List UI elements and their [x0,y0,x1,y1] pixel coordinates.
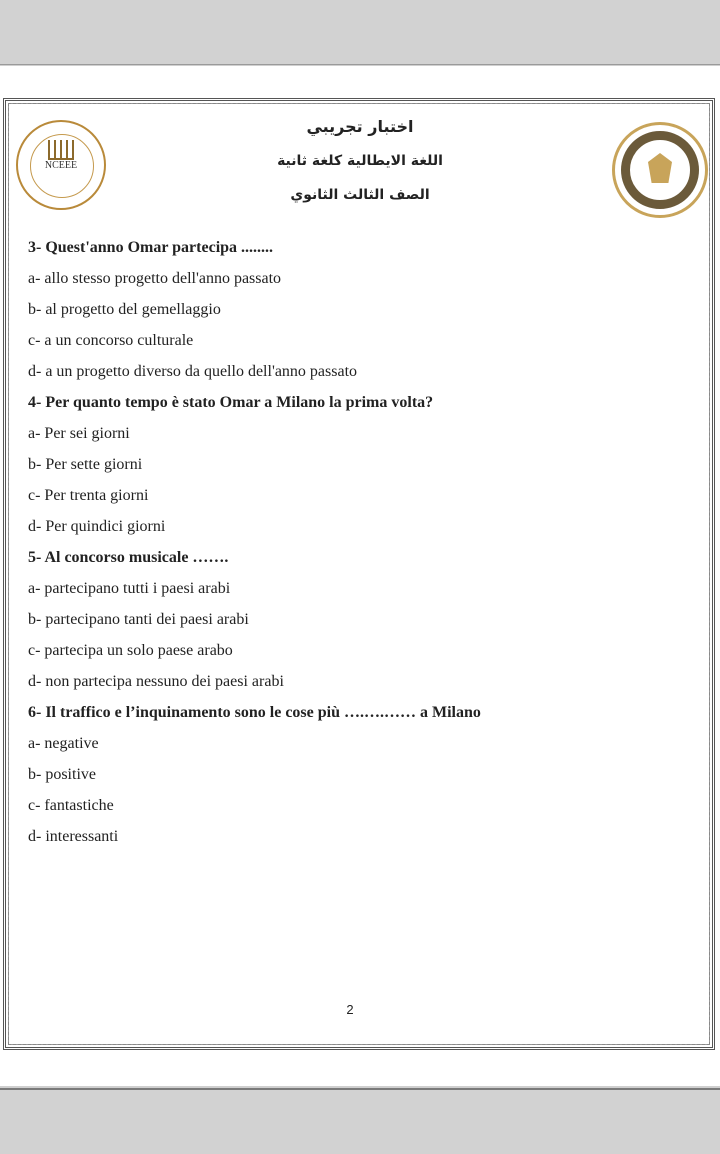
bottom-toolbar [0,1088,720,1154]
answer-option: c- fantastiche [28,797,114,814]
answer-option: b- al progetto del gemellaggio [28,301,221,318]
nceee-logo-icon [16,120,106,210]
answer-option: d- non partecipa nessuno dei paesi arabi [28,673,284,690]
answer-option: d- interessanti [28,828,119,845]
ministry-seal-icon [612,122,708,218]
answer-option: d- Per quindici giorni [28,518,166,535]
answer-option: d- a un progetto diverso da quello dell'anno passato [28,363,358,380]
answer-option: a- allo stesso progetto dell'anno passato [28,270,282,287]
answer-option: c- Per trenta giorni [28,487,149,504]
answer-option: b- partecipano tanti dei paesi arabi [28,611,249,628]
answer-option: b- Per sette giorni [28,456,143,473]
answer-option: b- positive [28,766,96,783]
page-header [0,110,720,220]
exam-title [230,110,490,212]
question-text: 6- Il traffico e l’inquinamento sono le cose più ….….…… a Milano [28,704,481,721]
question-text: 3- Quest'anno Omar partecipa ........ [28,239,274,256]
answer-option: c- a un concorso culturale [28,332,194,349]
question-text: 5- Al concorso musicale ……. [28,549,229,566]
exam-title-line1: اختبار تجريبي [306,117,414,136]
questions-list [28,232,698,852]
answer-option: a- negative [28,735,99,752]
answer-option: a- Per sei giorni [28,425,130,442]
document-page [0,66,720,1086]
exam-title-line2: اللغة الايطالية كلغة ثانية [277,153,443,169]
question-text: 4- Per quanto tempo è stato Omar a Milano la prima volta? [28,394,434,411]
answer-option: c- partecipa un solo paese arabo [28,642,233,659]
logo-left-label: NCEEE [44,160,78,171]
exam-title-line3: الصف الثالث الثانوي [290,187,430,203]
answer-option: a- partecipano tutti i paesi arabi [28,580,231,597]
page-number: 2 [346,1002,354,1017]
top-toolbar [0,0,720,65]
